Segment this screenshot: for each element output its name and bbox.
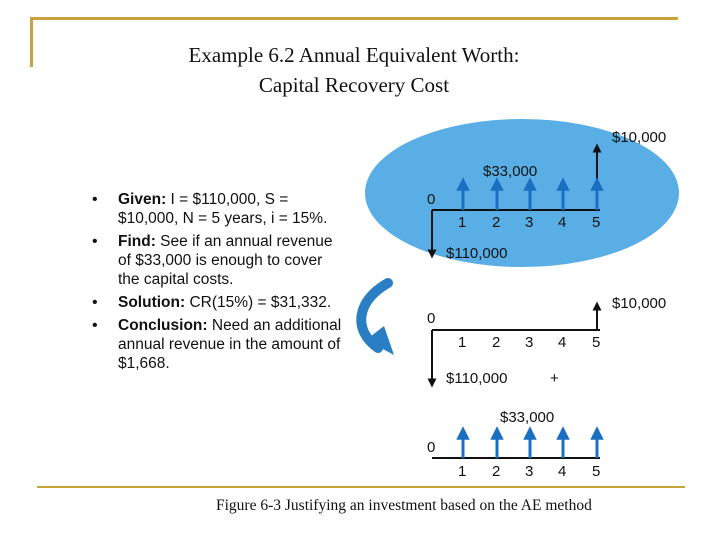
bullet-given-text: I = $110,000, S = $10,000, N = 5 years, i = 15%. (118, 191, 328, 227)
bottom-cash-flow (427, 409, 600, 480)
bottom-period-2: 2 (492, 463, 501, 480)
middle-period-2: 2 (492, 334, 501, 351)
slide-title-line-1: Example 6.2 Annual Equivalent Worth: (188, 43, 520, 67)
slide-title-line-2: Capital Recovery Cost (258, 73, 450, 97)
bullet-given (88, 190, 348, 228)
top-period-4: 4 (558, 214, 567, 231)
bottom-revenue-label: $33,000 (500, 409, 555, 426)
bullet-find (88, 232, 348, 289)
middle-start-label: 0 (427, 310, 436, 327)
bottom-period-1: 1 (458, 463, 467, 480)
middle-period-5: 5 (592, 334, 601, 351)
figure-caption: Figure 6-3 Justifying an investment based on the AE method (216, 497, 592, 514)
bullet-find-label: Find: (118, 233, 156, 250)
bottom-period-5: 5 (592, 463, 601, 480)
bullet-solution-text: CR(15%) = $31,332. (185, 294, 332, 311)
middle-period-3: 3 (525, 334, 534, 351)
bottom-period-4: 4 (558, 463, 567, 480)
middle-period-4: 4 (558, 334, 567, 351)
bottom-period-3: 3 (525, 463, 534, 480)
transition-arrow-icon (361, 283, 394, 355)
top-period-2: 2 (492, 214, 501, 231)
bullet-conclusion (88, 316, 348, 373)
bullet-solution (88, 293, 348, 312)
bottom-rule (37, 486, 685, 488)
bullet-conclusion-label: Conclusion: (118, 317, 208, 334)
top-start-label: 0 (427, 191, 436, 208)
plus-sign: + (550, 370, 559, 387)
middle-cash-flow (427, 295, 666, 387)
bullet-conclusion-text: Need an additional annual revenue in the amount of $1,668. (118, 317, 342, 372)
bullet-solution-label: Solution: (118, 294, 186, 311)
bullet-given-label: Given: (118, 191, 167, 208)
bullet-find-text: See if an annual revenue of $33,000 is enough to cover the capital costs. (118, 233, 333, 288)
bullet-list (88, 190, 348, 377)
top-period-3: 3 (525, 214, 534, 231)
top-period-1: 1 (458, 214, 467, 231)
middle-period-1: 1 (458, 334, 467, 351)
bottom-start-label: 0 (427, 439, 436, 456)
middle-investment-label: $110,000 (446, 370, 508, 387)
middle-salvage-label: $10,000 (612, 295, 667, 312)
top-period-5: 5 (592, 214, 601, 231)
top-revenue-label: $33,000 (483, 163, 538, 180)
top-investment-label: $110,000 (446, 245, 508, 262)
top-salvage-label: $10,000 (612, 129, 667, 146)
